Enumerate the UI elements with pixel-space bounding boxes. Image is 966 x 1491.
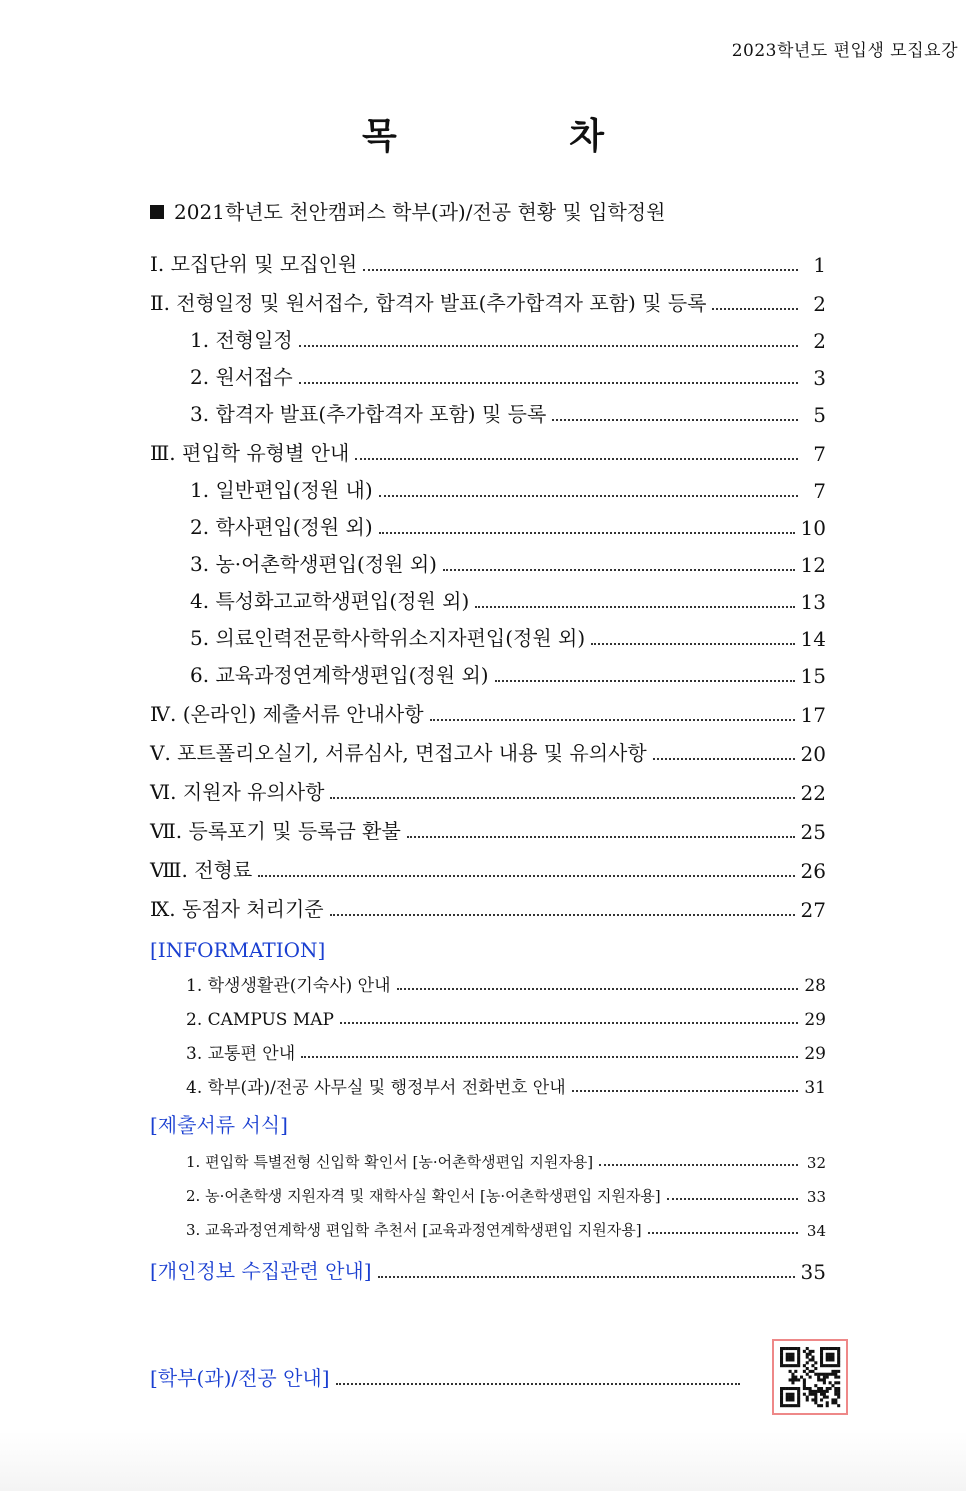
intro-line (150, 196, 665, 225)
toc-page: 7 (813, 479, 826, 503)
toc-leader (340, 1022, 798, 1024)
toc-label: Ⅵ. 지원자 유의사항 (150, 780, 325, 804)
toc-leader (648, 1232, 798, 1234)
toc-page: 27 (800, 898, 826, 922)
toc-page: 1 (813, 253, 826, 277)
toc-information-entry[interactable] (150, 962, 826, 996)
toc-label: Ⅶ. 등록포기 및 등록금 환불 (150, 819, 401, 843)
toc-leader (495, 680, 795, 682)
toc-main-entry[interactable] (150, 427, 826, 466)
toc-label: 1. 학생생활관(기숙사) 안내 (186, 976, 391, 996)
page-bottom-fade (0, 1431, 966, 1491)
toc-leader (299, 345, 798, 347)
toc-sub-entry[interactable] (150, 316, 826, 353)
toc-sub-entry[interactable] (150, 466, 826, 503)
toc-page: 29 (804, 1044, 826, 1064)
toc-sub-entry[interactable] (150, 390, 826, 427)
toc-form-entry[interactable] (150, 1172, 826, 1206)
toc-label: 5. 의료인력전문학사학위소지자편입(정원 외) (190, 626, 586, 650)
toc-page: 28 (804, 976, 826, 996)
toc-page: 2 (813, 292, 826, 316)
department-link[interactable] (150, 1362, 746, 1391)
toc-label: Ⅱ. 전형일정 및 원서접수, 합격자 발표(추가합격자 포함) 및 등록 (150, 291, 707, 315)
toc-leader (363, 269, 798, 271)
toc-information-entry[interactable] (150, 1064, 826, 1098)
toc-page: 10 (800, 516, 826, 540)
toc-label: 2. 학사편입(정원 외) (190, 515, 373, 539)
header-title: 2023학년도 편입생 모집요강 (731, 41, 958, 61)
toc-leader (330, 797, 794, 799)
toc-leader (379, 532, 795, 534)
qr-code-icon[interactable] (772, 1339, 848, 1415)
toc-label: 2. CAMPUS MAP (186, 1010, 334, 1030)
toc-page: 7 (813, 442, 826, 466)
square-bullet-icon (150, 205, 164, 219)
toc-main-entry[interactable] (150, 766, 826, 805)
toc-main-entry[interactable] (150, 277, 826, 316)
toc-leader (378, 1276, 795, 1278)
toc-page: 14 (800, 627, 826, 651)
toc-leader (430, 719, 795, 721)
toc-page: 17 (800, 703, 826, 727)
toc-leader (336, 1383, 740, 1385)
toc-page: 22 (800, 781, 826, 805)
toc-page: 33 (806, 1188, 826, 1206)
toc-page: 25 (800, 820, 826, 844)
toc-page: 35 (800, 1260, 826, 1284)
toc-leader (443, 569, 795, 571)
toc-page: 2 (813, 329, 826, 353)
toc-label: 3. 교통편 안내 (186, 1044, 296, 1064)
toc-page: 29 (804, 1010, 826, 1030)
toc-label: 4. 학부(과)/전공 사무실 및 행정부서 전화번호 안내 (186, 1078, 566, 1098)
toc-label: 2. 원서접수 (190, 365, 293, 389)
toc-information-entry[interactable] (150, 996, 826, 1030)
toc-leader (475, 606, 794, 608)
toc-privacy[interactable] (150, 1240, 826, 1284)
toc-leader (667, 1198, 798, 1200)
toc-page: 34 (806, 1222, 826, 1240)
toc-page: 3 (813, 366, 826, 390)
toc-leader (379, 495, 798, 497)
toc-leader (301, 1056, 798, 1058)
toc-label: Ⅴ. 포트폴리오실기, 서류심사, 면접고사 내용 및 유의사항 (150, 741, 647, 765)
toc-leader (299, 382, 798, 384)
toc-page: 26 (800, 859, 826, 883)
toc-leader (552, 419, 798, 421)
intro-text: 2021학년도 천안캠퍼스 학부(과)/전공 현황 및 입학정원 (174, 200, 666, 224)
toc-page: 15 (800, 664, 826, 688)
toc-page: 20 (800, 742, 826, 766)
page-title: 목 차 (361, 115, 685, 157)
toc-sub-entry[interactable] (150, 503, 826, 540)
toc-label: Ⅰ. 모집단위 및 모집인원 (150, 252, 358, 276)
forms-list (150, 1138, 826, 1240)
toc-leader (653, 758, 795, 760)
toc-page: 12 (800, 553, 826, 577)
toc-leader (397, 988, 798, 990)
toc-main-entry[interactable] (150, 238, 826, 277)
department-label: [학부(과)/전공 안내] (150, 1366, 330, 1390)
information-list (150, 962, 826, 1098)
toc-label: Ⅸ. 동점자 처리기준 (150, 897, 324, 921)
toc-sub-entry[interactable] (150, 614, 826, 651)
toc-label: Ⅲ. 편입학 유형별 안내 (150, 441, 350, 465)
toc-label: Ⅳ. (온라인) 제출서류 안내사항 (150, 702, 424, 726)
toc-page: 32 (806, 1154, 826, 1172)
toc (150, 238, 826, 1284)
toc-form-entry[interactable] (150, 1206, 826, 1240)
forms-heading[interactable]: [제출서류 서식] (150, 1113, 288, 1137)
toc-main-entry[interactable] (150, 727, 826, 766)
toc-page: 5 (813, 403, 826, 427)
toc-sub-entry[interactable] (150, 577, 826, 614)
toc-label: [개인정보 수집관련 안내] (150, 1259, 372, 1283)
toc-label: 6. 교육과정연계학생편입(정원 외) (190, 663, 489, 687)
toc-leader (355, 458, 798, 460)
toc-sub-entry[interactable] (150, 353, 826, 390)
toc-leader (712, 308, 798, 310)
toc-leader (591, 643, 794, 645)
toc-leader (330, 914, 795, 916)
toc-leader (599, 1164, 798, 1166)
toc-leader (407, 836, 795, 838)
toc-label: 3. 교육과정연계학생 편입학 추천서 [교육과정연계학생편입 지원자용] (186, 1221, 642, 1239)
toc-label: 1. 편입학 특별전형 신입학 확인서 [농·어촌학생편입 지원자용] (186, 1153, 594, 1171)
toc-label: 3. 농·어촌학생편입(정원 외) (190, 552, 437, 576)
toc-main-entry[interactable] (150, 844, 826, 883)
toc-leader (572, 1090, 798, 1092)
toc-label: 4. 특성화고교학생편입(정원 외) (190, 589, 470, 613)
toc-page: 31 (804, 1078, 826, 1098)
toc-main-list (150, 238, 826, 922)
toc-page: 13 (800, 590, 826, 614)
toc-label: 2. 농·어촌학생 지원자격 및 재학사실 확인서 [농·어촌학생편입 지원자용] (186, 1187, 661, 1205)
toc-main-entry[interactable] (150, 883, 826, 922)
toc-label: Ⅷ. 전형료 (150, 858, 253, 882)
toc-main-entry[interactable] (150, 805, 826, 844)
toc-sub-entry[interactable] (150, 651, 826, 688)
toc-leader (258, 875, 794, 877)
toc-form-entry[interactable] (150, 1138, 826, 1172)
toc-information-entry[interactable] (150, 1030, 826, 1064)
toc-label: 1. 전형일정 (190, 328, 293, 352)
information-heading[interactable]: [INFORMATION] (150, 938, 326, 962)
toc-main-entry[interactable] (150, 688, 826, 727)
toc-label: 3. 합격자 발표(추가합격자 포함) 및 등록 (190, 402, 547, 426)
toc-sub-entry[interactable] (150, 540, 826, 577)
toc-label: 1. 일반편입(정원 내) (190, 478, 373, 502)
